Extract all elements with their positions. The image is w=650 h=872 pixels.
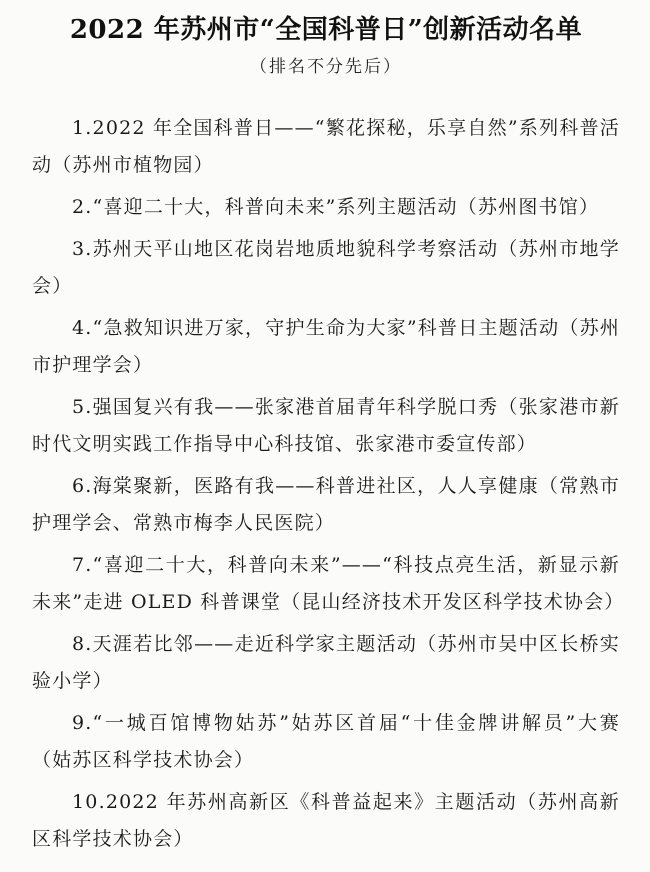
list-item: 9.“一城百馆博物姑苏”姑苏区首届“十佳金牌讲解员”大赛（姑苏区科学技术协会） bbox=[32, 712, 620, 771]
list-item: 4.“急救知识进万家，守护生命为大家”科普日主题活动（苏州市护理学会） bbox=[32, 317, 620, 376]
list-item: 5.强国复兴有我——张家港首届青年科学脱口秀（张家港市新时代文明实践工作指导中心科技馆、张家港市委宣传部） bbox=[32, 396, 620, 455]
list-item: 7.“喜迎二十大，科普向未来”——“科技点亮生活，新显示新未来”走进 OLED 科普课堂（昆山经济技术开发区科学技术协会） bbox=[32, 554, 625, 613]
list-item: 6.海棠聚新，医路有我——科普进社区，人人享健康（常熟市护理学会、常熟市梅李人民医院） bbox=[32, 475, 620, 534]
page-title: 2022 年苏州市“全国科普日”创新活动名单 bbox=[69, 15, 583, 45]
list-item: 8.天涯若比邻——走近科学家主题活动（苏州市吴中区长桥实验小学） bbox=[32, 633, 620, 692]
list-item: 1.2022 年全国科普日——“繁花探秘，乐享自然”系列科普活动（苏州市植物园） bbox=[32, 117, 620, 176]
activity-list bbox=[32, 110, 625, 858]
list-item: 2.“喜迎二十大，科普向未来”系列主题活动（苏州图书馆） bbox=[72, 196, 600, 218]
list-item: 10.2022 年苏州高新区《科普益起来》主题活动（苏州高新区科学技术协会） bbox=[32, 791, 620, 850]
list-item: 3.苏州天平山地区花岗岩地质地貌科学考察活动（苏州市地学会） bbox=[32, 238, 620, 297]
page-subtitle: （排名不分先后） bbox=[250, 57, 402, 77]
